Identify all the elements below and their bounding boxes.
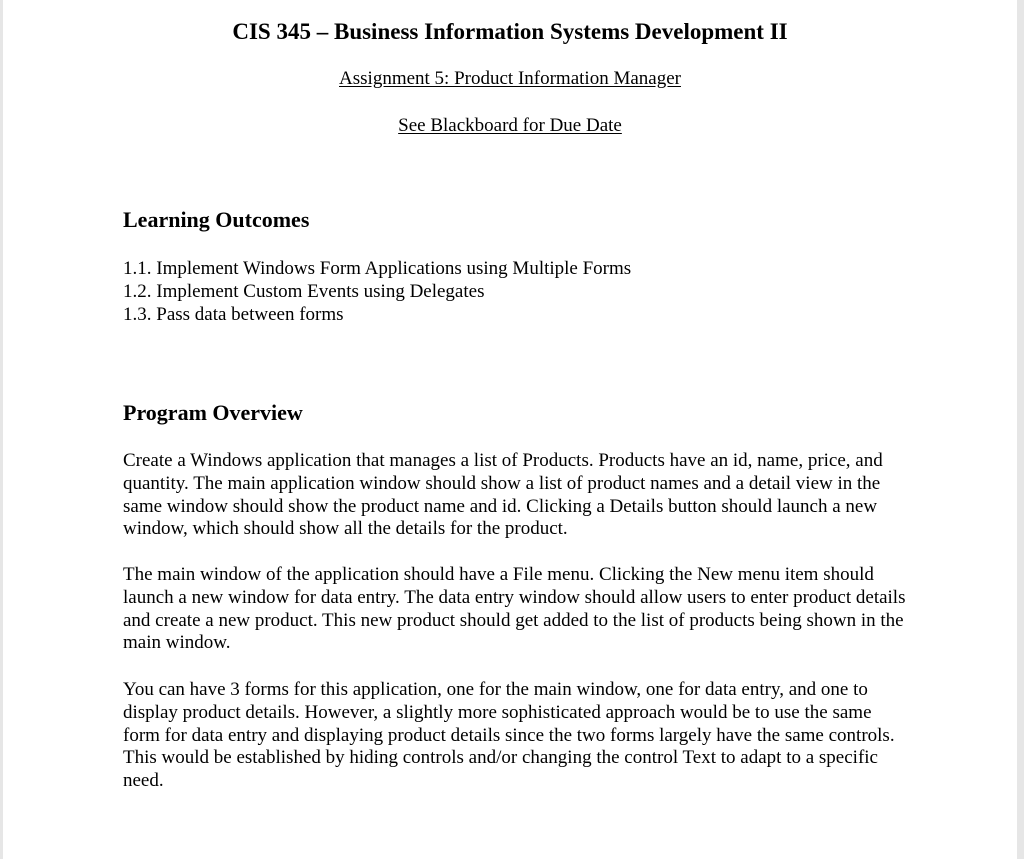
due-date-note	[3, 114, 1017, 138]
overview-paragraph: Create a Windows application that manages a list of Products. Products have an id, name, price, and quantity. The main application window should show a list of product names and a detail view in the same window should show the product name and id. Clicking a Details button should launch a new window, which should show all the details for the product.	[123, 450, 883, 540]
assignment-title-text: Assignment 5: Product Information Manager	[339, 68, 681, 89]
document-page	[3, 0, 1017, 859]
due-date-text: See Blackboard for Due Date	[398, 115, 622, 136]
document-title: CIS 345 – Business Information Systems Development II	[232, 19, 788, 44]
learning-outcome-item: 1.1. Implement Windows Form Applications using Multiple Forms	[123, 258, 632, 279]
page-edge	[1017, 0, 1024, 859]
program-overview-heading: Program Overview	[123, 400, 303, 425]
learning-outcomes-list	[123, 257, 631, 326]
overview-paragraph: You can have 3 forms for this application, one for the main window, one for data entry, and one to display product details. However, a slightly more sophisticated approach would be to use the same form for data entry and displaying product details since the two forms largely have the same controls. This would be established by hiding controls and/or changing the control Text to adapt to a specific need.	[123, 679, 895, 792]
overview-paragraph: The main window of the application should have a File menu. Clicking the New menu item should launch a new window for data entry. The data entry window should allow users to enter product details and create a new product. This new product should get added to the list of products being shown in the main window.	[123, 564, 906, 654]
learning-outcome-item: 1.2. Implement Custom Events using Delegates	[123, 281, 485, 302]
assignment-title	[3, 67, 1017, 91]
learning-outcome-item: 1.3. Pass data between forms	[123, 304, 344, 325]
learning-outcomes-heading: Learning Outcomes	[123, 207, 310, 232]
